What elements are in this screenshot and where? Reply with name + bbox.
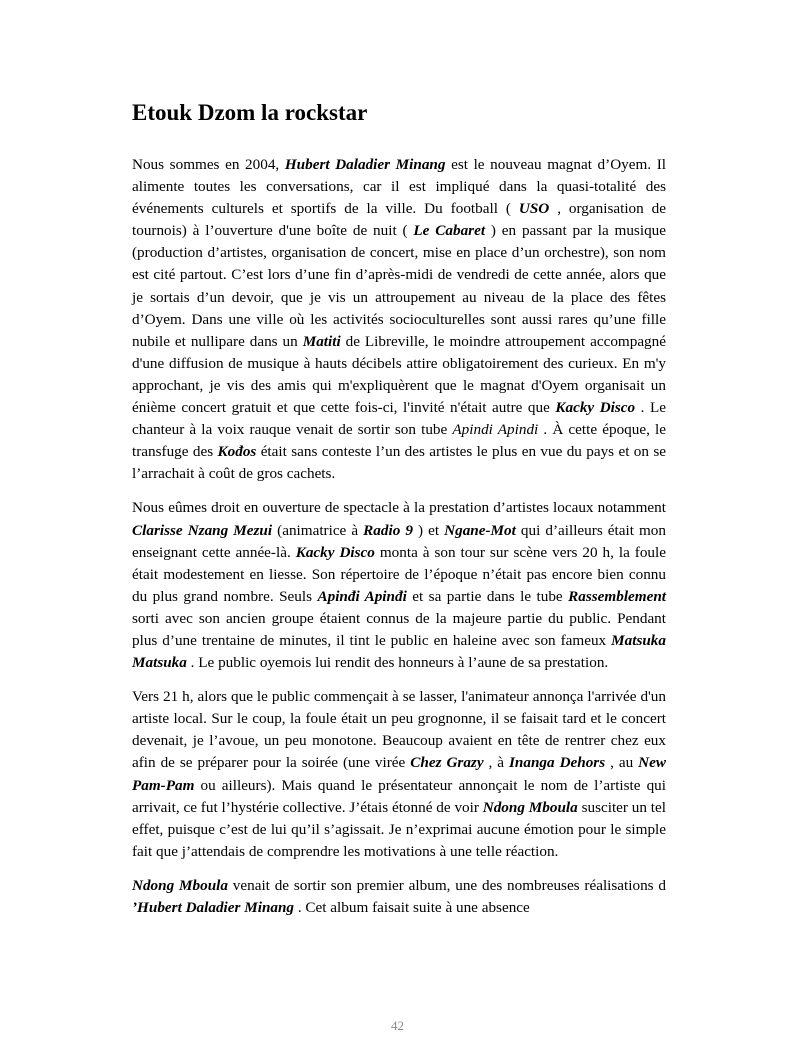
paragraph	[132, 686, 666, 863]
emphasized-name: Hubert Daladier Minang	[284, 156, 446, 173]
emphasized-name: USO	[518, 200, 550, 218]
paragraph	[132, 497, 666, 674]
text-run: susciter un tel effet, puisque c’est de lui qu’il s’agissait. Je n’exprimai aucune émotion pour le simple fait que j’attendais de comprendre les motivations à une telle réaction.	[132, 798, 666, 860]
text-run: (animatrice à	[272, 521, 364, 539]
text-run: . Le public oyemois lui rendit des honneurs à l’aune de sa prestation.	[186, 654, 609, 672]
paragraph	[132, 875, 666, 919]
paragraph	[132, 154, 666, 485]
text-run: et sa partie dans le tube	[406, 587, 569, 605]
emphasized-name: New Pam-Pam	[132, 754, 667, 794]
text-run: Nous sommes en 2004,	[132, 156, 285, 173]
emphasized-name: Matiti	[302, 332, 341, 350]
text-run: sorti avec son ancien groupe étaient connus de la majeure partie du public. Pendant plus d’une trentaine de minutes, il tint le public en haleine avec son fameux	[132, 609, 666, 649]
page-number: 42	[391, 1018, 404, 1033]
document-page	[132, 98, 666, 931]
emphasized-name: Rassemblement	[568, 587, 667, 605]
emphasized-name: Kođos	[217, 443, 257, 461]
text-run: monta à son tour sur scène vers 20 h, la foule était modestement en liesse. Son répertoire de l’époque n’était pas encore bien connu du plus grand nombre. Seuls	[132, 543, 666, 605]
emphasized-name: Clarisse Nzang Mezui	[132, 521, 273, 539]
emphasized-name: Inanga Dehors	[509, 754, 606, 772]
text-run: est le nouveau magnat d’Oyem. Il alimente toutes les conversations, car il est impliqué dans la quasi-totalité des événements culturels et sportifs de la ville. Du football (	[132, 156, 666, 218]
text-run: , à	[483, 754, 510, 772]
emphasized-name: Radio 9	[363, 521, 413, 539]
body-text	[132, 154, 666, 919]
text-run: , au	[605, 754, 639, 772]
text-run: . Le chanteur à la voix rauque venait de sortir son tube	[132, 399, 667, 439]
emphasized-name: ’Hubert Daladier Minang	[132, 899, 295, 916]
text-run: ou ailleurs). Mais quand le présentateur annonçait le nom de l’artiste qui arrivait, ce fut l’hystérie collective. J’étais étonné de voir	[132, 776, 666, 816]
emphasized-name: Ngane-Mot	[444, 521, 516, 539]
text-run: ) et	[412, 521, 445, 539]
chapter-title: Etouk Dzom la rockstar	[132, 100, 368, 125]
text-run: , organisation de tournois) à l’ouverture d'une boîte de nuit (	[132, 200, 667, 240]
emphasized-name: Kacky Disco	[295, 543, 375, 561]
emphasized-name: Kacky Disco	[555, 399, 636, 417]
text-run: . À cette époque, le transfuge des	[132, 421, 666, 461]
italic-title: Apindi Apindi	[452, 421, 539, 439]
text-run: . Cet album faisait suite à une absence	[294, 899, 530, 916]
text-run: venait de sortir son premier album, une des nombreuses réalisations d	[227, 876, 666, 894]
emphasized-name: Matsuka Matsuka	[132, 631, 666, 672]
emphasized-name: Le Cabaret	[413, 222, 486, 240]
emphasized-name: Ndong Mboula	[132, 876, 228, 894]
text-run: Vers 21 h, alors que le public commençait à se lasser, l'animateur annonça l'arrivée d'un artiste local. Sur le coup, la foule était un peu grognonne, il se faisait tard et le concert devenait, je l’avoue, un peu monotone. Beaucoup avaient en tête de rentrer chez eux afin de se préparer pour la soirée (une virée	[132, 688, 666, 772]
text-run: était sans conteste l’un des artistes le plus en vue du pays et on se l’arrachait à coût de gros cachets.	[132, 443, 666, 483]
text-run: Nous eûmes droit en ouverture de spectacle à la prestation d’artistes locaux notamment	[132, 499, 666, 517]
emphasized-name: Ndong Mboula	[482, 798, 578, 816]
emphasized-name: Apinđi Apinđi	[317, 587, 407, 605]
text-run: de Libreville, le moindre attroupement accompagné d'une diffusion de musique à hauts décibels attire obligatoirement des curieux. En m'y approchant, je vis des amis qui m'expliquèrent que le magnat d'Oyem organisait un énième concert gratuit et que cette fois-ci, l'invité n'était autre que	[132, 332, 666, 417]
emphasized-name: Chez Grazy	[410, 754, 484, 772]
text-run: ) en passant par la musique (production d’artistes, organisation de concert, mise en place d’un orchestre), son nom est cité partout. C’est lors d’une fin d’après-midi de vendredi de cette année, alors que je sortais d’un devoir, que je vis un attroupement au niveau de la place des fêtes d’Oyem. Dans une ville où les activités socioculturelles sont aussi rares qu’une fille nubile et nullipare dans un	[132, 222, 666, 350]
text-run: qui d’ailleurs était mon enseignant cette année-là.	[132, 521, 666, 561]
